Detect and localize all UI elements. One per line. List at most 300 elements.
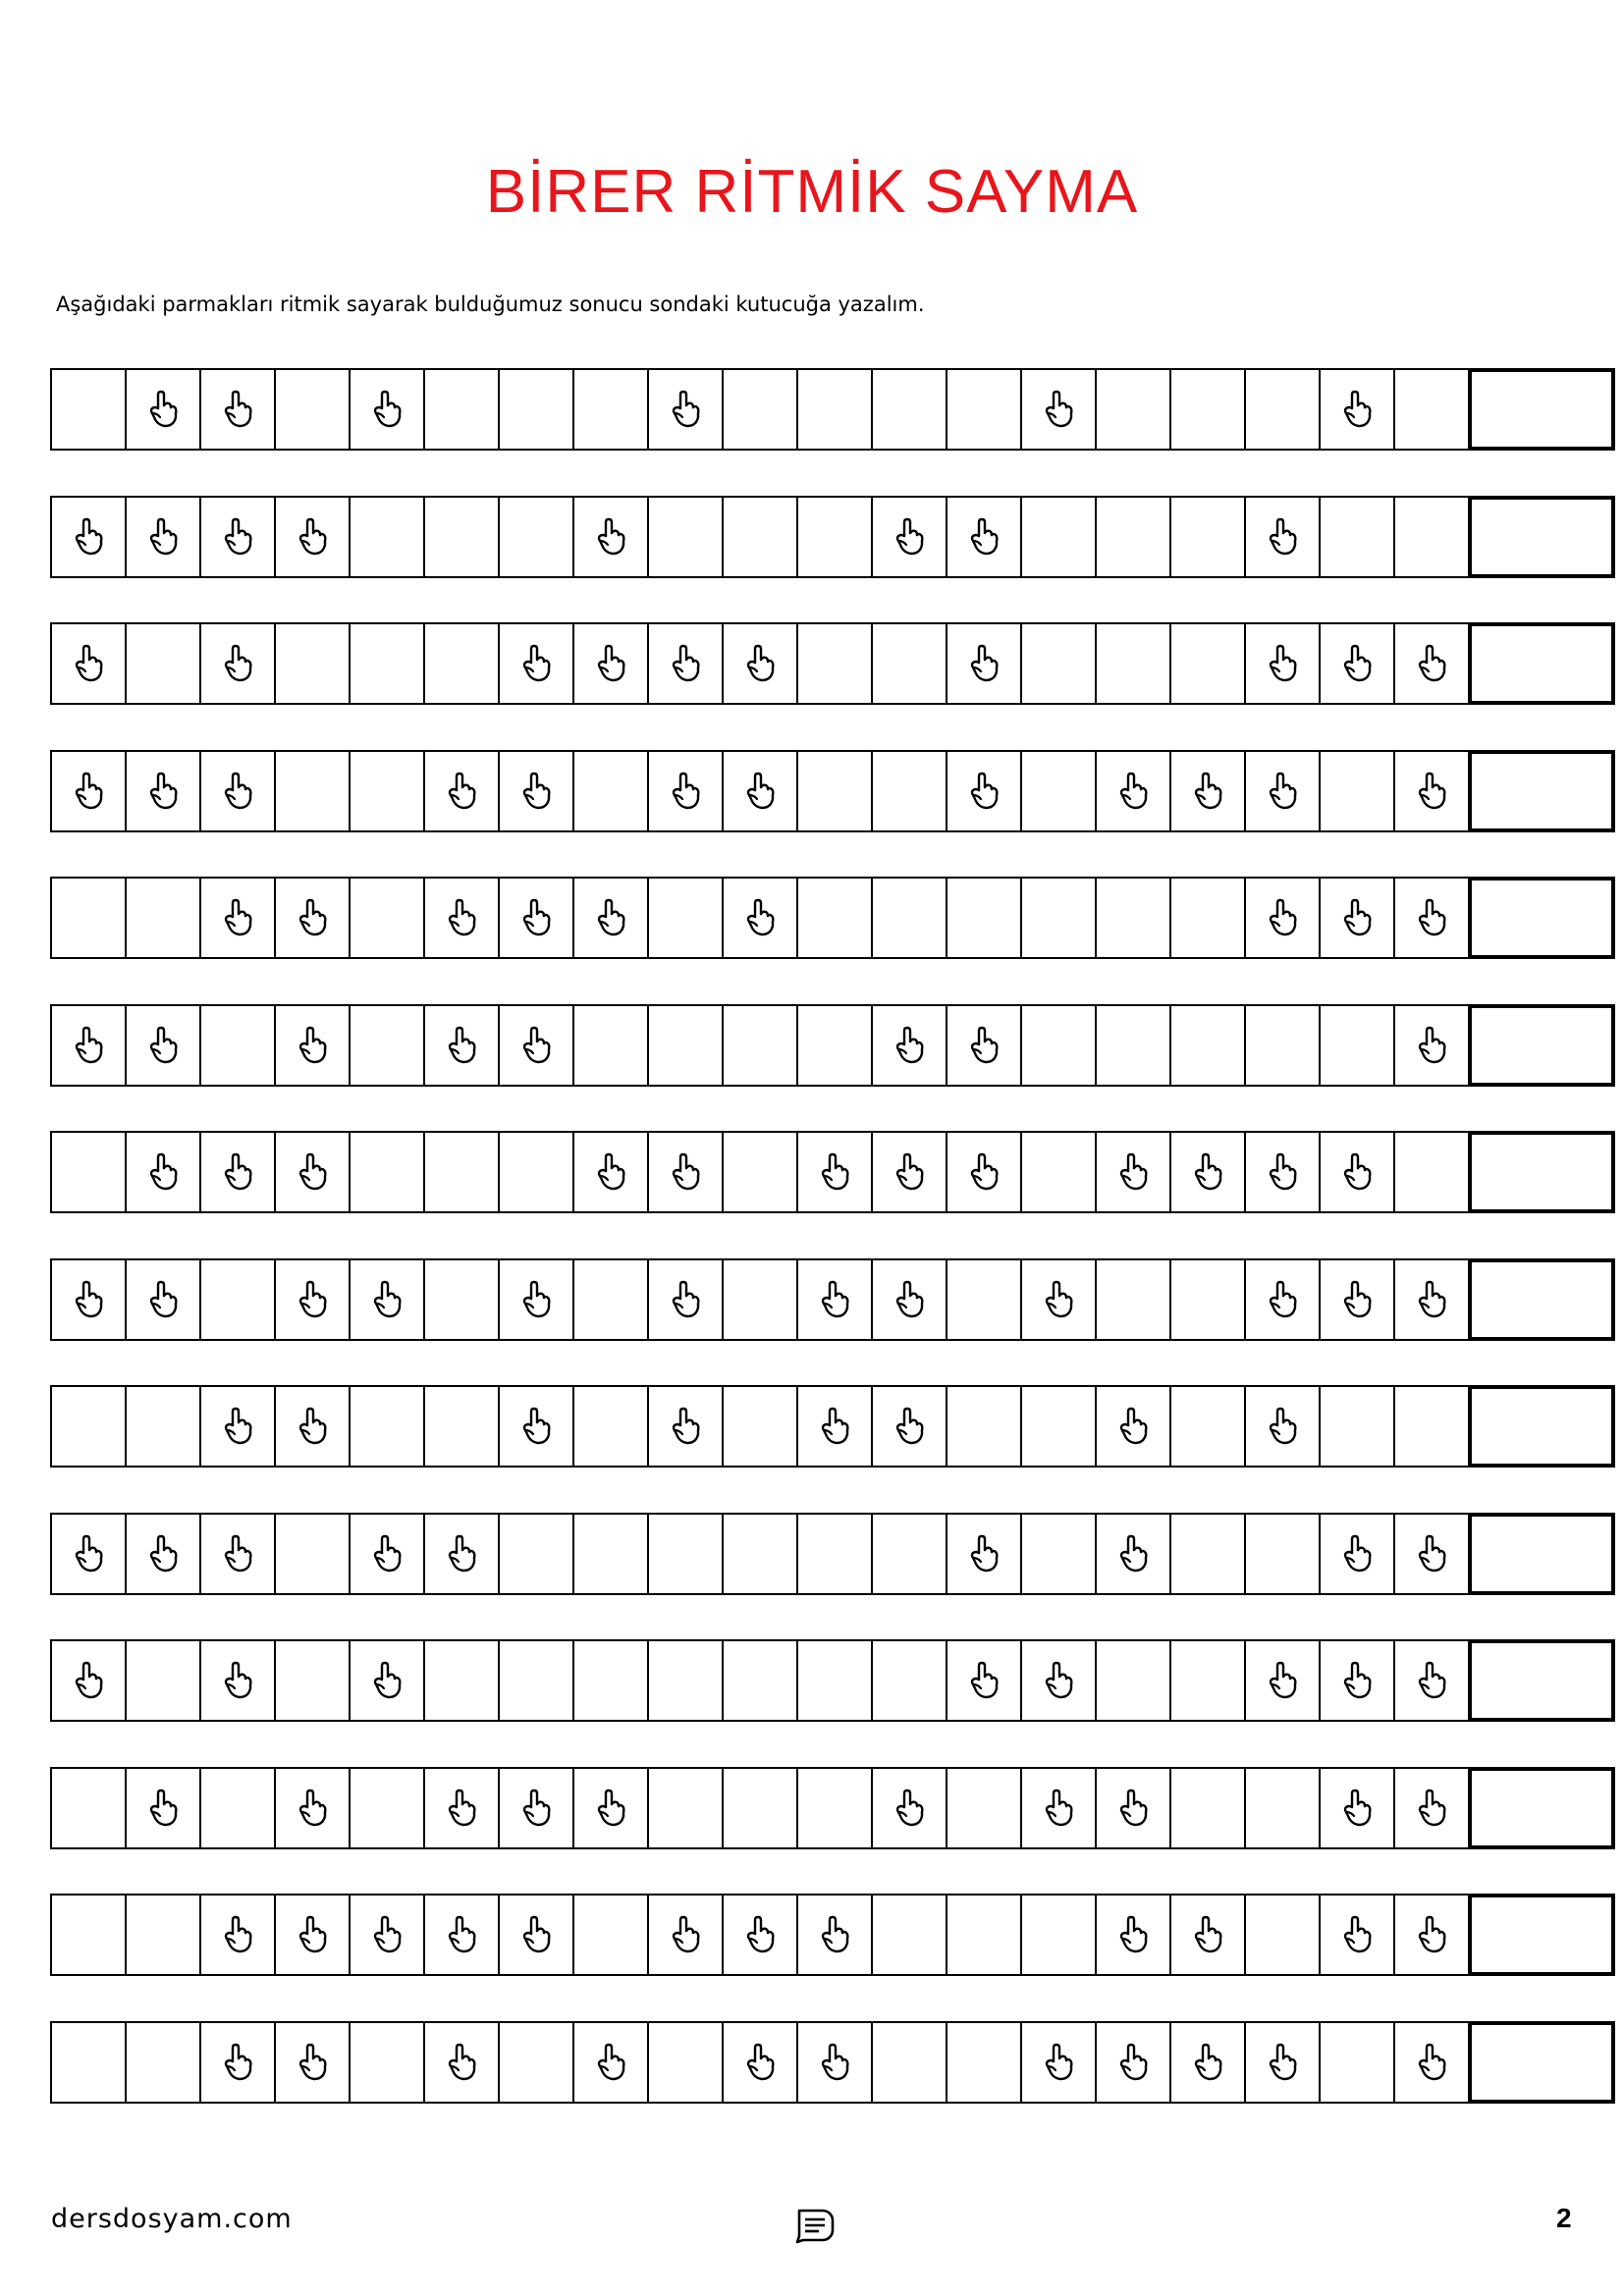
empty-cell <box>349 750 425 832</box>
empty-cell <box>946 1258 1022 1341</box>
empty-cell <box>796 496 873 578</box>
pointing-finger-icon <box>144 1152 182 1192</box>
pointing-finger-icon <box>1338 898 1376 937</box>
empty-cell <box>423 368 500 451</box>
empty-cell <box>274 368 351 451</box>
empty-cell <box>1393 1131 1470 1213</box>
pointing-finger-icon <box>667 1915 704 1954</box>
empty-cell <box>1169 1004 1246 1087</box>
empty-cell <box>1095 1258 1171 1341</box>
finger-cell <box>50 1639 127 1722</box>
finger-cell <box>50 1513 127 1595</box>
finger-cell <box>647 750 724 832</box>
empty-cell <box>572 1513 649 1595</box>
pointing-finger-icon <box>1338 1280 1376 1319</box>
counting-row <box>50 368 1615 449</box>
empty-cell <box>274 622 351 705</box>
empty-cell <box>871 2021 947 2104</box>
finger-cell <box>125 1131 201 1213</box>
pointing-finger-icon <box>1264 644 1301 683</box>
answer-box[interactable] <box>1468 622 1615 705</box>
finger-cell <box>722 877 798 959</box>
finger-cell <box>1244 1639 1321 1722</box>
empty-cell <box>647 1639 724 1722</box>
pointing-finger-icon <box>1189 1915 1226 1954</box>
empty-cell <box>50 1894 127 1976</box>
empty-cell <box>1169 877 1246 959</box>
empty-cell <box>722 1385 798 1468</box>
empty-cell <box>498 1131 574 1213</box>
pointing-finger-icon <box>1264 1280 1301 1319</box>
empty-cell <box>50 368 127 451</box>
empty-cell <box>1020 1385 1097 1468</box>
empty-cell <box>1244 1894 1321 1976</box>
finger-cell <box>423 877 500 959</box>
finger-cell <box>796 1131 873 1213</box>
empty-cell <box>946 2021 1022 2104</box>
finger-cell <box>1020 2021 1097 2104</box>
empty-cell <box>871 368 947 451</box>
answer-box[interactable] <box>1468 1131 1615 1213</box>
page-title: BİRER RİTMİK SAYMA <box>485 158 1139 226</box>
empty-cell <box>1169 368 1246 451</box>
answer-box[interactable] <box>1468 1258 1615 1341</box>
finger-cell <box>796 1385 873 1468</box>
answer-box[interactable] <box>1468 1385 1615 1468</box>
pointing-finger-icon <box>965 1661 1002 1700</box>
empty-cell <box>1020 877 1097 959</box>
pointing-finger-icon <box>891 517 928 557</box>
empty-cell <box>871 1894 947 1976</box>
pointing-finger-icon <box>816 1407 853 1446</box>
empty-cell <box>871 750 947 832</box>
pointing-finger-icon <box>965 517 1002 557</box>
empty-cell <box>946 1767 1022 1849</box>
finger-cell <box>1393 2021 1470 2104</box>
empty-cell <box>722 1767 798 1849</box>
pointing-finger-icon <box>517 898 555 937</box>
pointing-finger-icon <box>368 1280 406 1319</box>
finger-cell <box>1095 750 1171 832</box>
finger-cell <box>423 2021 500 2104</box>
finger-cell <box>1169 750 1246 832</box>
finger-cell <box>199 1639 276 1722</box>
finger-cell <box>946 1513 1022 1595</box>
pointing-finger-icon <box>816 1152 853 1192</box>
finger-cell <box>871 496 947 578</box>
empty-cell <box>572 750 649 832</box>
empty-cell <box>796 1004 873 1087</box>
pointing-finger-icon <box>667 1407 704 1446</box>
empty-cell <box>572 1004 649 1087</box>
finger-cell <box>199 1385 276 1468</box>
pointing-finger-icon <box>443 898 480 937</box>
empty-cell <box>50 877 127 959</box>
page-number: 2 <box>1556 2203 1572 2233</box>
pointing-finger-icon <box>443 1789 480 1828</box>
pointing-finger-icon <box>1264 517 1301 557</box>
finger-cell <box>1393 1894 1470 1976</box>
finger-cell <box>946 1131 1022 1213</box>
pointing-finger-icon <box>1413 1534 1450 1574</box>
answer-box[interactable] <box>1468 1639 1615 1722</box>
finger-cell <box>199 496 276 578</box>
finger-cell <box>349 1258 425 1341</box>
pointing-finger-icon <box>294 1152 331 1192</box>
finger-cell <box>1393 1004 1470 1087</box>
finger-cell <box>1319 877 1395 959</box>
empty-cell <box>274 1639 351 1722</box>
pointing-finger-icon <box>144 1280 182 1319</box>
empty-cell <box>50 1385 127 1468</box>
finger-cell <box>1393 877 1470 959</box>
empty-cell <box>498 368 574 451</box>
pointing-finger-icon <box>1413 1915 1450 1954</box>
empty-cell <box>1095 622 1171 705</box>
empty-cell <box>1095 496 1171 578</box>
empty-cell <box>199 1258 276 1341</box>
pointing-finger-icon <box>1413 1789 1450 1828</box>
empty-cell <box>423 1639 500 1722</box>
finger-cell <box>349 368 425 451</box>
empty-cell <box>1319 750 1395 832</box>
finger-cell <box>274 1004 351 1087</box>
empty-cell <box>349 2021 425 2104</box>
pointing-finger-icon <box>965 1026 1002 1065</box>
counting-row <box>50 1385 1615 1466</box>
finger-cell <box>1393 750 1470 832</box>
pointing-finger-icon <box>294 1407 331 1446</box>
answer-box[interactable] <box>1468 877 1615 959</box>
pointing-finger-icon <box>517 772 555 811</box>
empty-cell <box>1319 1004 1395 1087</box>
pointing-finger-icon <box>294 1026 331 1065</box>
empty-cell <box>572 1258 649 1341</box>
pointing-finger-icon <box>1338 1661 1376 1700</box>
finger-cell <box>1244 496 1321 578</box>
pointing-finger-icon <box>1338 644 1376 683</box>
pointing-finger-icon <box>592 517 629 557</box>
finger-cell <box>647 368 724 451</box>
finger-cell <box>125 1767 201 1849</box>
pointing-finger-icon <box>368 390 406 429</box>
empty-cell <box>572 1385 649 1468</box>
empty-cell <box>871 877 947 959</box>
answer-box[interactable] <box>1468 1894 1615 1976</box>
finger-cell <box>349 1639 425 1722</box>
pointing-finger-icon <box>1413 1661 1450 1700</box>
pointing-finger-icon <box>1040 1789 1077 1828</box>
empty-cell <box>1095 1639 1171 1722</box>
finger-cell <box>498 750 574 832</box>
answer-box[interactable] <box>1468 1767 1615 1849</box>
finger-cell <box>1244 1258 1321 1341</box>
empty-cell <box>722 1639 798 1722</box>
empty-cell <box>722 1513 798 1595</box>
pointing-finger-icon <box>1114 1789 1152 1828</box>
finger-cell <box>647 1258 724 1341</box>
pointing-finger-icon <box>1413 898 1450 937</box>
empty-cell <box>722 496 798 578</box>
empty-cell <box>1169 496 1246 578</box>
empty-cell <box>125 1639 201 1722</box>
pointing-finger-icon <box>1040 1280 1077 1319</box>
pointing-finger-icon <box>219 772 256 811</box>
empty-cell <box>125 622 201 705</box>
empty-cell <box>1169 1258 1246 1341</box>
pointing-finger-icon <box>667 644 704 683</box>
finger-cell <box>722 2021 798 2104</box>
finger-cell <box>1095 2021 1171 2104</box>
empty-cell <box>50 1767 127 1849</box>
empty-cell <box>1095 1004 1171 1087</box>
pointing-finger-icon <box>1264 1152 1301 1192</box>
finger-cell <box>1020 1767 1097 1849</box>
empty-cell <box>423 1258 500 1341</box>
empty-cell <box>1095 368 1171 451</box>
counting-row <box>50 1513 1615 1593</box>
pointing-finger-icon <box>70 1280 107 1319</box>
pointing-finger-icon <box>219 1407 256 1446</box>
finger-cell <box>125 1513 201 1595</box>
finger-cell <box>498 1385 574 1468</box>
counting-row <box>50 622 1615 703</box>
finger-cell <box>498 1258 574 1341</box>
finger-cell <box>498 1004 574 1087</box>
empty-cell <box>498 2021 574 2104</box>
finger-cell <box>796 2021 873 2104</box>
empty-cell <box>796 368 873 451</box>
empty-cell <box>722 1131 798 1213</box>
pointing-finger-icon <box>1114 1152 1152 1192</box>
empty-cell <box>572 368 649 451</box>
finger-cell <box>423 1767 500 1849</box>
finger-cell <box>722 750 798 832</box>
finger-cell <box>349 1513 425 1595</box>
finger-cell <box>1319 1131 1395 1213</box>
pointing-finger-icon <box>965 1534 1002 1574</box>
finger-cell <box>274 496 351 578</box>
finger-cell <box>572 2021 649 2104</box>
finger-cell <box>498 1894 574 1976</box>
finger-cell <box>1169 1894 1246 1976</box>
pointing-finger-icon <box>294 1789 331 1828</box>
finger-cell <box>722 622 798 705</box>
answer-box[interactable] <box>1468 1004 1615 1087</box>
pointing-finger-icon <box>592 644 629 683</box>
finger-cell <box>50 1258 127 1341</box>
pointing-finger-icon <box>517 1915 555 1954</box>
empty-cell <box>349 1767 425 1849</box>
empty-cell <box>1020 496 1097 578</box>
pointing-finger-icon <box>294 1915 331 1954</box>
finger-cell <box>1244 622 1321 705</box>
pointing-finger-icon <box>667 1280 704 1319</box>
empty-cell <box>274 750 351 832</box>
empty-cell <box>647 877 724 959</box>
empty-cell <box>423 1131 500 1213</box>
counting-row <box>50 1894 1615 1974</box>
finger-cell <box>572 1131 649 1213</box>
finger-cell <box>1319 368 1395 451</box>
empty-cell <box>274 1513 351 1595</box>
pointing-finger-icon <box>965 644 1002 683</box>
pointing-finger-icon <box>592 898 629 937</box>
answer-box[interactable] <box>1468 750 1615 832</box>
finger-cell <box>274 1385 351 1468</box>
pointing-finger-icon <box>70 517 107 557</box>
finger-cell <box>1319 1894 1395 1976</box>
pointing-finger-icon <box>891 1407 928 1446</box>
pointing-finger-icon <box>1413 2043 1450 2082</box>
finger-cell <box>125 1004 201 1087</box>
empty-cell <box>349 877 425 959</box>
answer-box[interactable] <box>1468 496 1615 578</box>
finger-cell <box>50 622 127 705</box>
finger-cell <box>1095 1131 1171 1213</box>
pointing-finger-icon <box>517 1407 555 1446</box>
empty-cell <box>1393 496 1470 578</box>
finger-cell <box>1319 1767 1395 1849</box>
empty-cell <box>647 1767 724 1849</box>
notebook-icon <box>793 2205 837 2244</box>
finger-cell <box>1393 1767 1470 1849</box>
empty-cell <box>1244 368 1321 451</box>
finger-cell <box>50 1004 127 1087</box>
finger-cell <box>423 1513 500 1595</box>
finger-cell <box>1393 1258 1470 1341</box>
finger-cell <box>199 2021 276 2104</box>
finger-cell <box>1244 1385 1321 1468</box>
pointing-finger-icon <box>443 2043 480 2082</box>
finger-cell <box>647 1894 724 1976</box>
finger-cell <box>274 1131 351 1213</box>
pointing-finger-icon <box>965 1152 1002 1192</box>
finger-cell <box>199 1513 276 1595</box>
empty-cell <box>199 1004 276 1087</box>
finger-cell <box>274 877 351 959</box>
finger-cell <box>50 750 127 832</box>
pointing-finger-icon <box>144 517 182 557</box>
pointing-finger-icon <box>741 898 779 937</box>
finger-cell <box>274 1767 351 1849</box>
empty-cell <box>1319 496 1395 578</box>
pointing-finger-icon <box>1338 1534 1376 1574</box>
empty-cell <box>572 1894 649 1976</box>
pointing-finger-icon <box>1114 1534 1152 1574</box>
counting-row <box>50 1004 1615 1085</box>
counting-row <box>50 877 1615 957</box>
answer-box[interactable] <box>1468 2021 1615 2104</box>
empty-cell <box>796 1767 873 1849</box>
pointing-finger-icon <box>294 2043 331 2082</box>
pointing-finger-icon <box>1338 390 1376 429</box>
empty-cell <box>349 1004 425 1087</box>
empty-cell <box>1020 622 1097 705</box>
finger-cell <box>199 622 276 705</box>
finger-cell <box>423 750 500 832</box>
pointing-finger-icon <box>1264 772 1301 811</box>
pointing-finger-icon <box>1040 390 1077 429</box>
empty-cell <box>423 1385 500 1468</box>
pointing-finger-icon <box>816 1280 853 1319</box>
pointing-finger-icon <box>1413 644 1450 683</box>
pointing-finger-icon <box>1264 1407 1301 1446</box>
empty-cell <box>50 2021 127 2104</box>
finger-cell <box>1393 1639 1470 1722</box>
empty-cell <box>796 877 873 959</box>
counting-row <box>50 1767 1615 1847</box>
pointing-finger-icon <box>219 1152 256 1192</box>
finger-cell <box>871 1004 947 1087</box>
pointing-finger-icon <box>816 1915 853 1954</box>
finger-cell <box>647 622 724 705</box>
finger-cell <box>199 877 276 959</box>
pointing-finger-icon <box>741 2043 779 2082</box>
empty-cell <box>722 1004 798 1087</box>
empty-cell <box>349 1131 425 1213</box>
finger-cell <box>871 1385 947 1468</box>
empty-cell <box>1169 1639 1246 1722</box>
pointing-finger-icon <box>219 2043 256 2082</box>
pointing-finger-icon <box>592 1152 629 1192</box>
empty-cell <box>199 1767 276 1849</box>
pointing-finger-icon <box>517 1026 555 1065</box>
pointing-finger-icon <box>1189 1152 1226 1192</box>
finger-cell <box>946 750 1022 832</box>
pointing-finger-icon <box>1114 2043 1152 2082</box>
pointing-finger-icon <box>219 644 256 683</box>
pointing-finger-icon <box>294 517 331 557</box>
pointing-finger-icon <box>741 772 779 811</box>
footer-site-name: dersdosyam.com <box>51 2204 293 2234</box>
pointing-finger-icon <box>144 772 182 811</box>
empty-cell <box>349 622 425 705</box>
finger-cell <box>423 1004 500 1087</box>
empty-cell <box>498 1513 574 1595</box>
empty-cell <box>946 1894 1022 1976</box>
finger-cell <box>946 1639 1022 1722</box>
finger-cell <box>1095 1894 1171 1976</box>
empty-cell <box>423 496 500 578</box>
empty-cell <box>796 750 873 832</box>
empty-cell <box>1169 1513 1246 1595</box>
empty-cell <box>1244 1513 1321 1595</box>
empty-cell <box>1020 1131 1097 1213</box>
answer-box[interactable] <box>1468 368 1615 451</box>
empty-cell <box>1393 368 1470 451</box>
pointing-finger-icon <box>70 1534 107 1574</box>
empty-cell <box>50 1131 127 1213</box>
finger-cell <box>498 622 574 705</box>
empty-cell <box>349 496 425 578</box>
instruction-text: Aşağıdaki parmakları ritmik sayarak bulduğumuz sonucu sondaki kutucuğa yazalım. <box>56 293 925 316</box>
counting-row <box>50 496 1615 576</box>
finger-cell <box>50 496 127 578</box>
empty-cell <box>1095 877 1171 959</box>
pointing-finger-icon <box>965 772 1002 811</box>
pointing-finger-icon <box>1338 1915 1376 1954</box>
answer-box[interactable] <box>1468 1513 1615 1595</box>
empty-cell <box>946 1385 1022 1468</box>
finger-cell <box>125 496 201 578</box>
finger-cell <box>572 622 649 705</box>
empty-cell <box>572 1639 649 1722</box>
empty-cell <box>722 1258 798 1341</box>
finger-cell <box>1319 1639 1395 1722</box>
empty-cell <box>498 1639 574 1722</box>
pointing-finger-icon <box>1413 1280 1450 1319</box>
